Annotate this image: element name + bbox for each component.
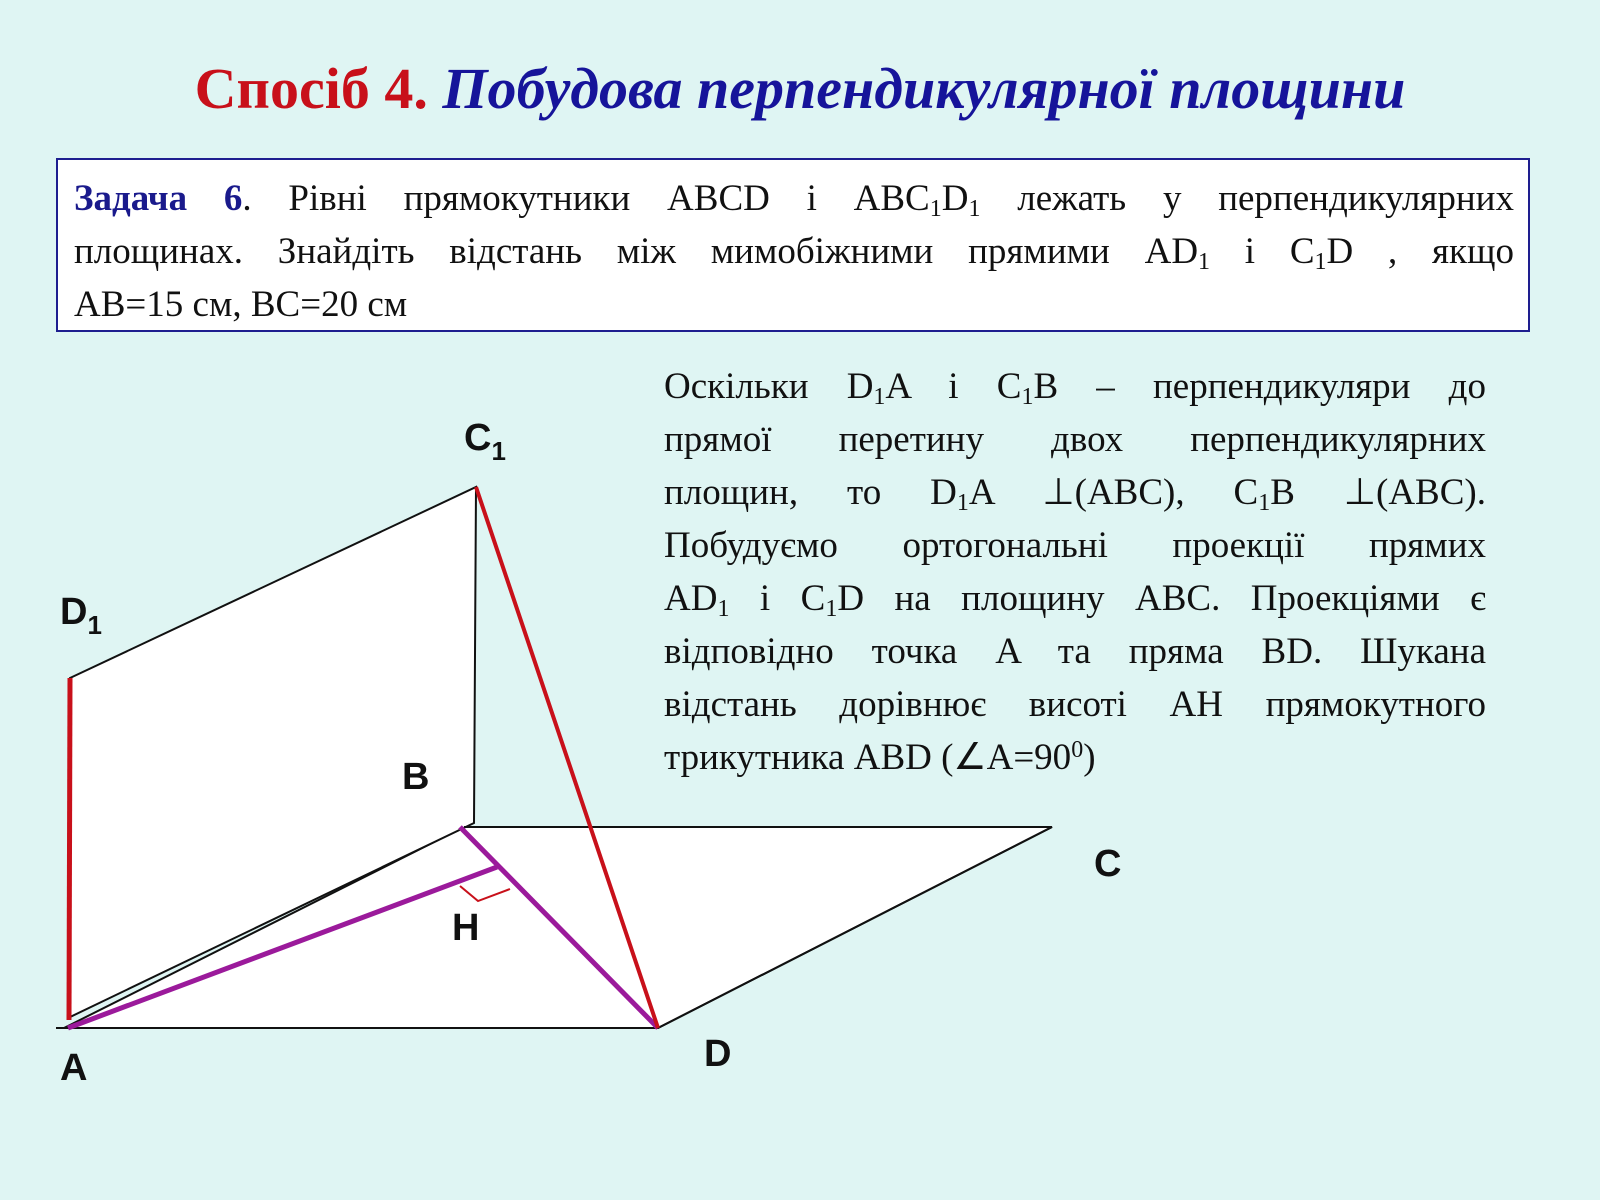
- title-method-name: Побудова перпендикулярної площини: [442, 56, 1406, 121]
- solution-text-fragment: і C: [729, 578, 826, 619]
- task-text: площинах. Знайдіть відстань між мимобіжними прямими AD: [74, 231, 1199, 272]
- task-label: Задача 6: [74, 178, 243, 219]
- solution-line-7: відстань дорівнює висоті AH прямокутного: [664, 684, 1486, 725]
- subscript: 1: [825, 596, 838, 622]
- label-a: A: [60, 1047, 88, 1089]
- label-d1-subscript: 1: [87, 610, 102, 640]
- subscript: 1: [1258, 490, 1271, 516]
- label-d1-letter: D: [60, 591, 88, 633]
- task-text: лежать у перпендикулярних: [980, 178, 1514, 219]
- solution-text-fragment: ): [1083, 737, 1096, 778]
- segment-d1a: [69, 678, 70, 1020]
- solution-text-fragment: трикутника ABD (∠A=90: [664, 737, 1072, 778]
- solution-line-2: прямої перетину двох перпендикулярних: [664, 419, 1486, 460]
- label-h: H: [452, 907, 480, 949]
- solution-text-fragment: AD: [664, 578, 718, 619]
- task-text: D , якщо: [1326, 231, 1514, 272]
- subscript: 1: [873, 384, 886, 410]
- subscript: 1: [929, 196, 942, 222]
- task-text: і C: [1210, 231, 1315, 272]
- subscript: 1: [1314, 249, 1327, 275]
- solution-text-fragment: площин, то D: [664, 472, 957, 513]
- label-c1-letter: C: [464, 417, 492, 459]
- label-d1: [60, 591, 102, 640]
- superscript: 0: [1071, 737, 1084, 763]
- subscript: 1: [1021, 384, 1034, 410]
- solution-text-fragment: Оскільки D: [664, 366, 874, 407]
- subscript: 1: [968, 196, 981, 222]
- solution-text-fragment: A і C: [885, 366, 1022, 407]
- task-text: D: [941, 178, 969, 219]
- solution-line-4: Побудуємо ортогональні проекції прямих: [664, 525, 1486, 566]
- label-c1: [464, 417, 506, 466]
- label-c1-subscript: 1: [491, 436, 506, 466]
- title-method-number: Спосіб 4.: [194, 56, 428, 121]
- subscript: 1: [956, 490, 969, 516]
- task-line-3: AB=15 см, BC=20 см: [74, 284, 408, 325]
- solution-text-fragment: A ⊥(ABC), C: [968, 472, 1259, 513]
- solution-text-fragment: D на площину ABC. Проекціями є: [837, 578, 1486, 619]
- task-text: . Рівні прямокутники ABCD і ABC: [242, 178, 930, 219]
- label-d: D: [704, 1033, 732, 1075]
- solution-text-fragment: B – перпендикуляри до: [1033, 366, 1486, 407]
- subscript: 1: [717, 596, 730, 622]
- solution-text-fragment: B ⊥(ABC).: [1270, 472, 1486, 513]
- solution-line-6: відповідно точка A та пряма BD. Шукана: [664, 631, 1486, 672]
- subscript: 1: [1198, 249, 1211, 275]
- label-c: C: [1094, 843, 1122, 885]
- label-b: B: [402, 756, 430, 798]
